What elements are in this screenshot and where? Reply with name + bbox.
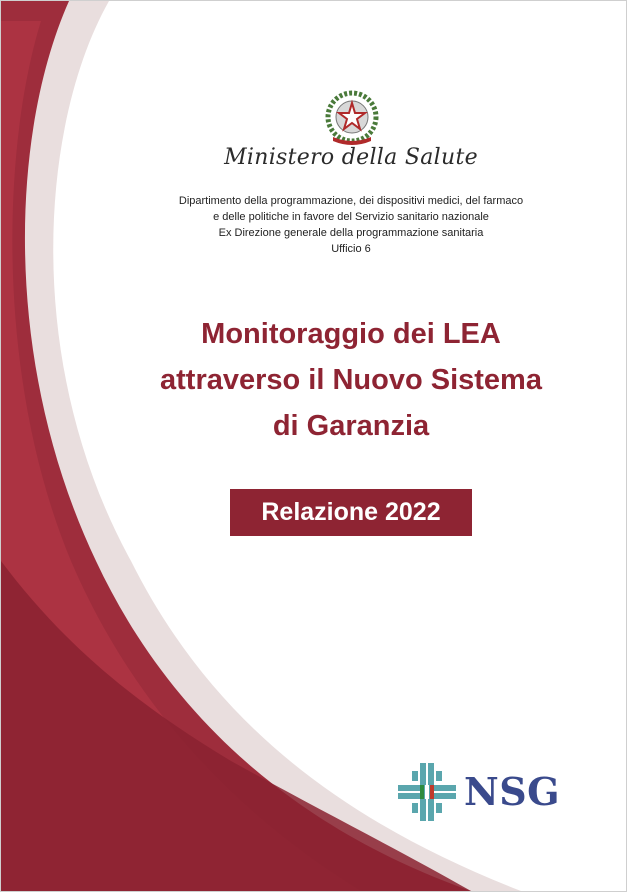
department-line: Ufficio 6 — [331, 243, 371, 255]
nsg-wordmark: NSG — [464, 769, 561, 814]
ministry-name: Ministero della Salute — [224, 145, 478, 170]
nsg-cross-icon — [396, 761, 458, 823]
report-year-badge: Relazione 2022 — [230, 489, 472, 536]
title-line: attraverso il Nuovo Sistema — [160, 364, 542, 396]
nsg-logo — [396, 761, 566, 823]
report-title — [111, 311, 591, 449]
department-block — [151, 193, 551, 257]
title-line: di Garanzia — [272, 410, 430, 442]
department-line: Ex Direzione generale della programmazione sanitaria — [218, 227, 484, 239]
italian-republic-emblem-icon — [321, 87, 383, 149]
title-line: Monitoraggio dei LEA — [201, 318, 501, 350]
department-line: e delle politiche in favore del Servizio sanitario nazionale — [213, 211, 489, 223]
department-line: Dipartimento della programmazione, dei dispositivi medici, del farmaco — [178, 195, 524, 207]
